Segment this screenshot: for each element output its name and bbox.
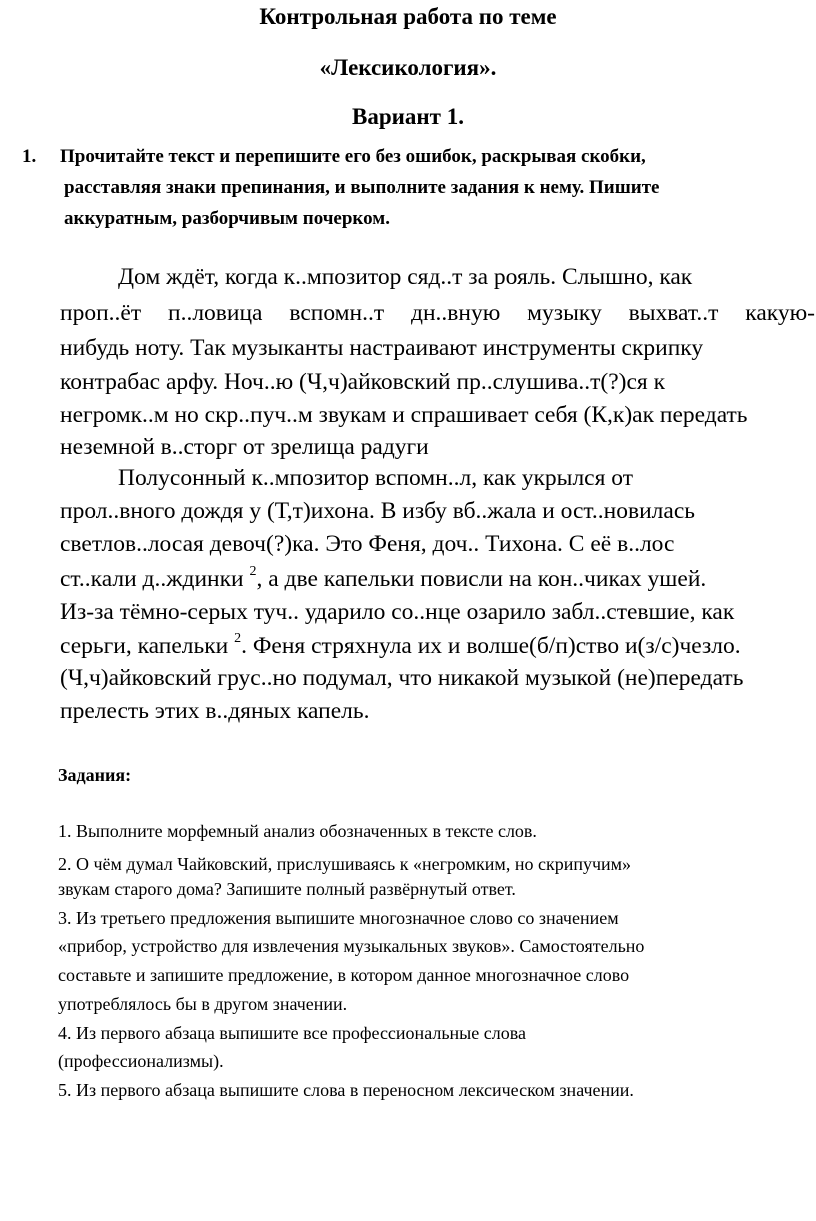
task-line: «прибор, устройство для извлечения музыкальных звуков». Самостоятельно <box>58 936 645 956</box>
text-line: Из-за тёмно-серых туч.. ударило со..нце озарило забл..стевшие, как <box>60 599 735 625</box>
text-line: контрабас арфу. Ноч..ю (Ч,ч)айковский пр..слушива..т(?)ся к <box>60 369 665 395</box>
variant-heading: Вариант 1. <box>352 104 464 129</box>
text-line: проп..ёт п..ловица вспомн..т дн..вную музыку выхват..т какую- <box>60 300 815 326</box>
text-line: Полусонный к..мпозитор вспомн..л, как укрылся от <box>118 465 634 491</box>
text-line: неземной в..сторг от зрелища радуги <box>60 434 429 460</box>
text-line: прелесть этих в..дяных капель. <box>60 698 370 724</box>
title-line-2: «Лексикология». <box>319 55 497 80</box>
task-line: 3. Из третьего предложения выпишите многозначное слово со значением <box>58 908 619 928</box>
text-line-with-footnote <box>60 564 707 592</box>
instruction-line: аккуратным, разборчивым почерком. <box>64 208 390 229</box>
task-line: 2. О чём думал Чайковский, прислушиваясь к «негромким, но скрипучим» <box>58 854 632 874</box>
footnote-mark: 2 <box>249 564 257 579</box>
text-line-with-footnote <box>60 631 741 659</box>
text-fragment: , а две капельки повисли на кон..чиках ушей. <box>256 565 707 592</box>
task-line: звукам старого дома? Запишите полный развёрнутый ответ. <box>58 879 516 899</box>
title-line-1: Контрольная работа по теме <box>259 4 557 29</box>
task-line: 5. Из первого абзаца выпишите слова в переносном лексическом значении. <box>58 1080 634 1100</box>
instruction-line: расставляя знаки препинания, и выполните задания к нему. Пишите <box>64 177 660 198</box>
instruction-number: 1. <box>22 146 37 167</box>
text-line: светлов..лосая девоч(?)ка. Это Феня, доч.. Тихона. С её в..лос <box>60 531 675 557</box>
text-line: нибудь ноту. Так музыканты настраивают инструменты скрипку <box>60 335 704 361</box>
text-line: Дом ждёт, когда к..мпозитор сяд..т за рояль. Слышно, как <box>118 264 693 290</box>
text-fragment: серьги, капельки <box>60 632 235 659</box>
task-line: составьте и запишите предложение, в котором данное многозначное слово <box>58 965 630 985</box>
tasks-heading: Задания: <box>58 765 132 785</box>
footnote-mark: 2 <box>234 631 242 646</box>
task-line: употреблялось бы в другом значении. <box>58 994 348 1014</box>
instruction-line: Прочитайте текст и перепишите его без ошибок, раскрывая скобки, <box>60 146 646 167</box>
text-fragment: . Феня стряхнула их и волше(б/п)ство и(з/с)чезло. <box>241 632 741 659</box>
text-line: негромк..м но скр..пуч..м звукам и спрашивает себя (К,к)ак передать <box>60 402 748 428</box>
text-fragment: ст..кали д..ждинки <box>60 565 250 592</box>
task-line: 1. Выполните морфемный анализ обозначенных в тексте слов. <box>58 821 537 841</box>
text-line: прол..вного дождя у (Т,т)ихона. В избу вб..жала и ост..новилась <box>60 498 695 524</box>
text-line: (Ч,ч)айковский грус..но подумал, что никакой музыкой (не)передать <box>60 665 744 691</box>
task-line: 4. Из первого абзаца выпишите все профессиональные слова <box>58 1023 526 1043</box>
task-line: (профессионализмы). <box>58 1051 224 1071</box>
